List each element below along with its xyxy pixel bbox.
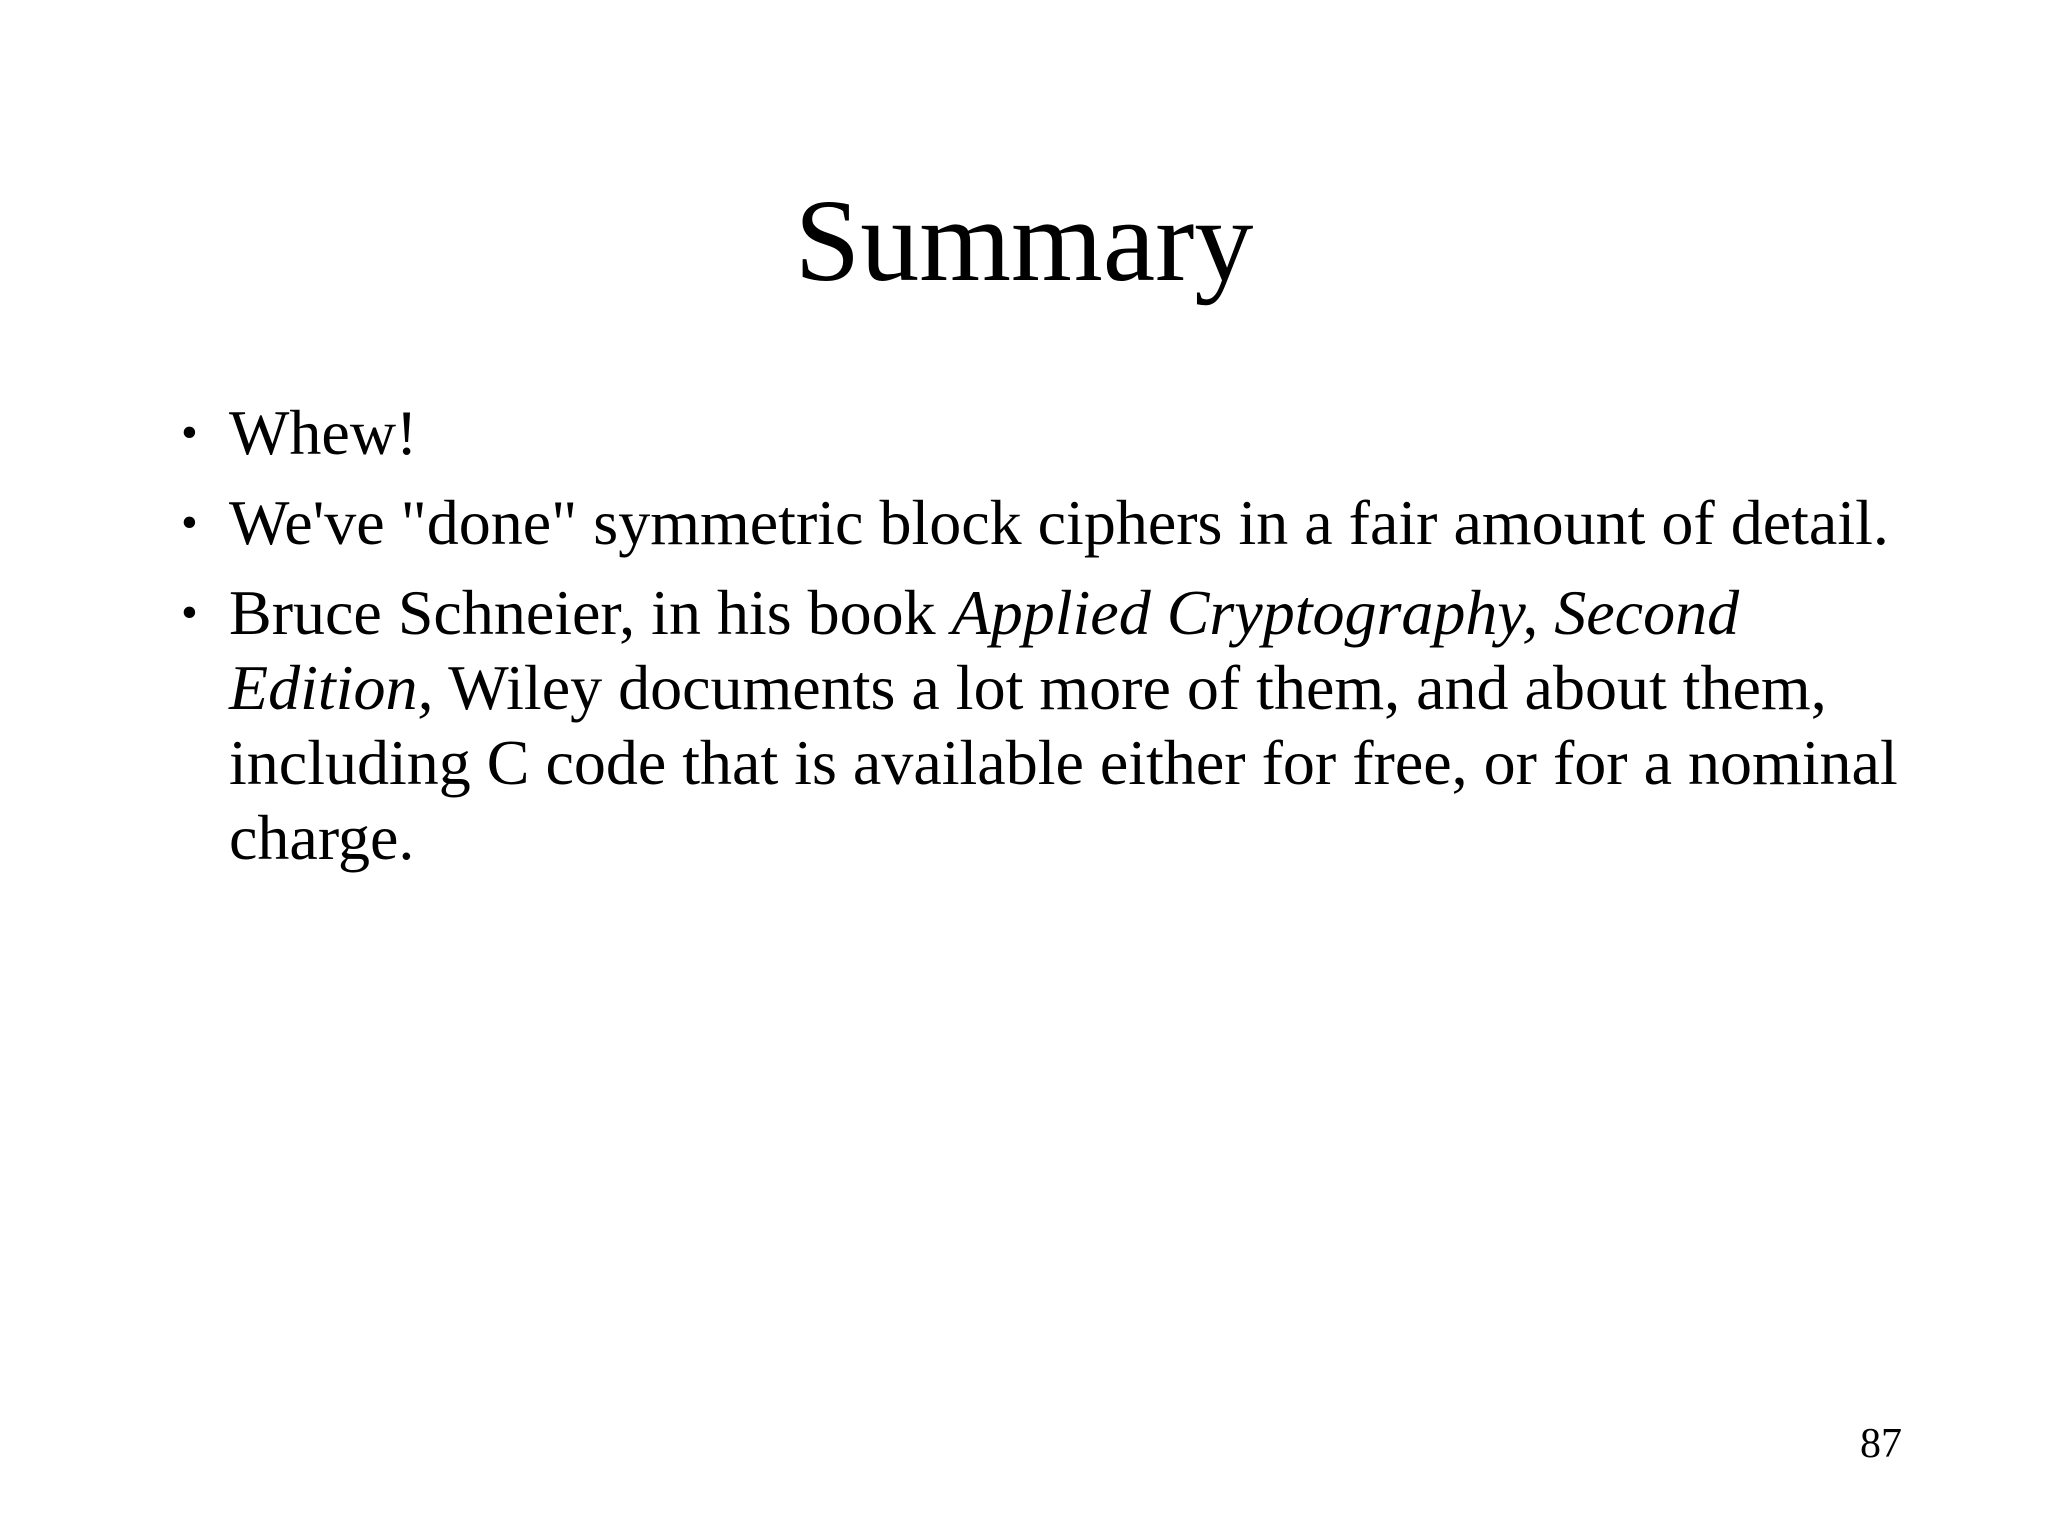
bullet-text: We've "done" symmetric block ciphers in a fair amount of detail.	[229, 487, 1889, 558]
bullet-text-suffix: Wiley documents a lot more of them, and about them, including C code that is available either for free, or for a nominal charge.	[229, 652, 1898, 873]
bullet-icon: •	[181, 406, 198, 459]
bullet-item	[181, 575, 1901, 875]
bullet-icon: •	[181, 496, 198, 549]
bullet-item	[181, 395, 1901, 470]
book-title: Applied Cryptography, Second Edition,	[229, 577, 1740, 723]
bullet-text: Whew!	[229, 397, 418, 468]
bullet-item	[181, 485, 1901, 560]
page-number: 87	[1860, 1421, 1902, 1467]
bullet-text-prefix: Bruce Schneier, in his book	[229, 577, 952, 648]
bullet-list	[181, 395, 1901, 875]
bullet-icon: •	[181, 586, 198, 639]
slide-title: Summary	[794, 175, 1254, 306]
